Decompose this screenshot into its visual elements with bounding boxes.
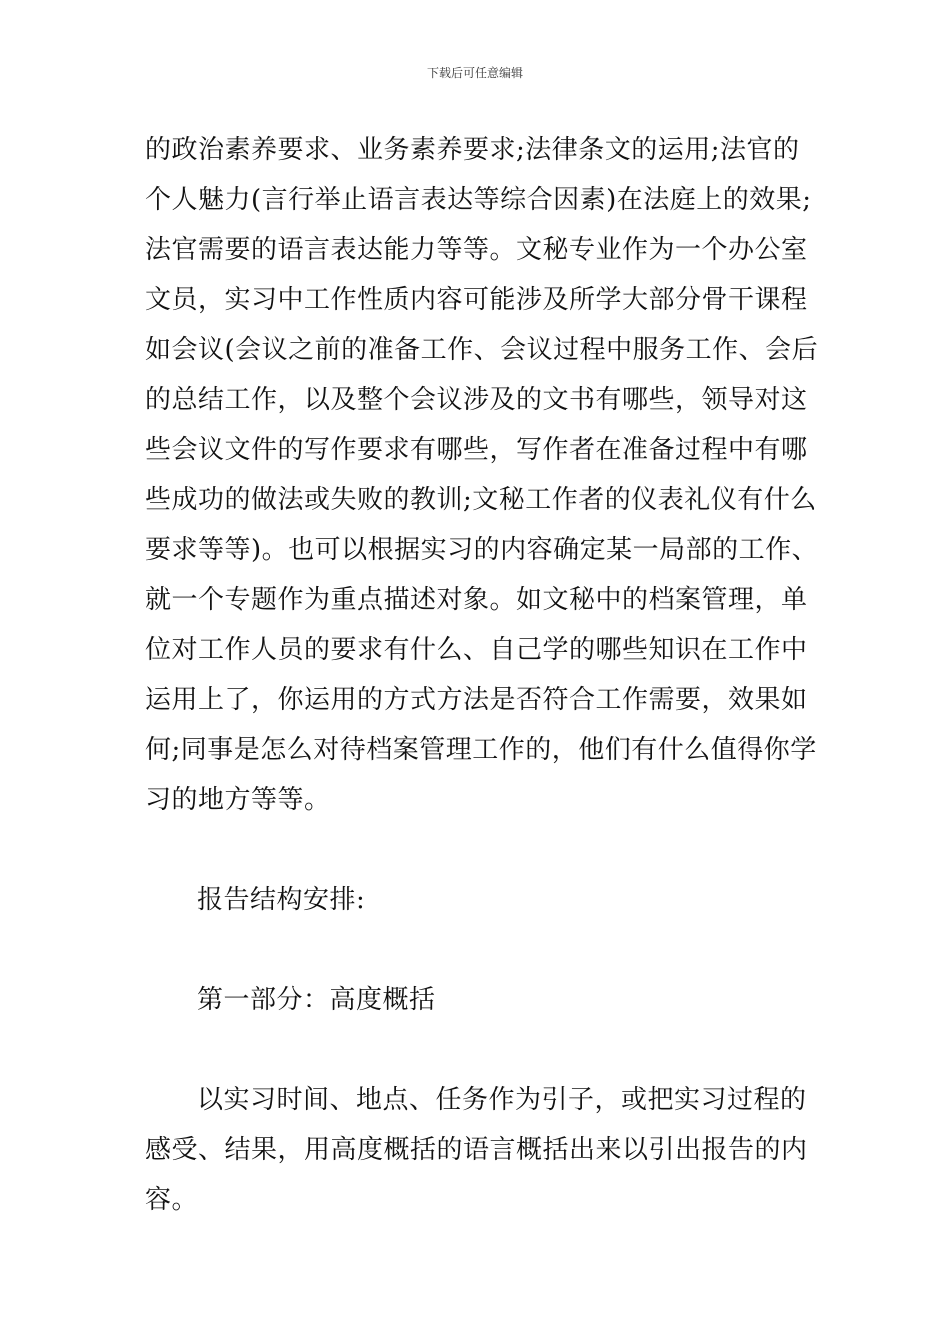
blank-line <box>145 1025 805 1075</box>
blank-line <box>145 925 805 975</box>
paragraph-2 <box>145 1075 808 1225</box>
document-body <box>145 125 819 1225</box>
blank-line <box>145 825 805 875</box>
paragraph-line: 就一个专题作为重点描述对象。如文秘中的档案管理，单 <box>145 585 808 615</box>
page-header: 下载后可任意编辑 <box>426 66 523 80</box>
paragraph-line: 如会议(会议之前的准备工作、会议过程中服务工作、会后 <box>145 335 819 365</box>
paragraph-line: 要求等等)。也可以根据实习的内容确定某一局部的工作、 <box>145 535 819 565</box>
paragraph-line: 何;同事是怎么对待档案管理工作的，他们有什么值得你学 <box>145 735 817 765</box>
paragraph-line: 些会议文件的写作要求有哪些，写作者在准备过程中有哪 <box>145 435 808 465</box>
paragraph-line: 以实习时间、地点、任务作为引子，或把实习过程的 <box>197 1085 807 1115</box>
paragraph-line: 文员，实习中工作性质内容可能涉及所学大部分骨干课程 <box>145 285 808 315</box>
paragraph-line: 运用上了，你运用的方式方法是否符合工作需要，效果如 <box>145 685 808 715</box>
paragraph-line: 的总结工作，以及整个会议涉及的文书有哪些，领导对这 <box>145 385 808 415</box>
paragraph-line: 些成功的做法或失败的教训;文秘工作者的仪表礼仪有什么 <box>145 485 817 515</box>
paragraph-line: 个人魅力(言行举止语言表达等综合因素)在法庭上的效果; <box>145 185 812 215</box>
part-heading: 第一部分：高度概括 <box>197 985 436 1015</box>
section-heading: 报告结构安排: <box>197 885 366 915</box>
paragraph-line: 的政治素养要求、业务素养要求;法律条文的运用;法官的 <box>145 135 800 165</box>
paragraph-line: 容。 <box>145 1185 199 1215</box>
paragraph-line: 法官需要的语言表达能力等等。文秘专业作为一个办公室 <box>145 235 808 265</box>
paragraph-line: 感受、结果，用高度概括的语言概括出来以引出报告的内 <box>145 1135 808 1165</box>
paragraph-line: 习的地方等等。 <box>145 785 331 815</box>
paragraph-1 <box>145 125 819 825</box>
paragraph-line: 位对工作人员的要求有什么、自己学的哪些知识在工作中 <box>145 635 808 665</box>
